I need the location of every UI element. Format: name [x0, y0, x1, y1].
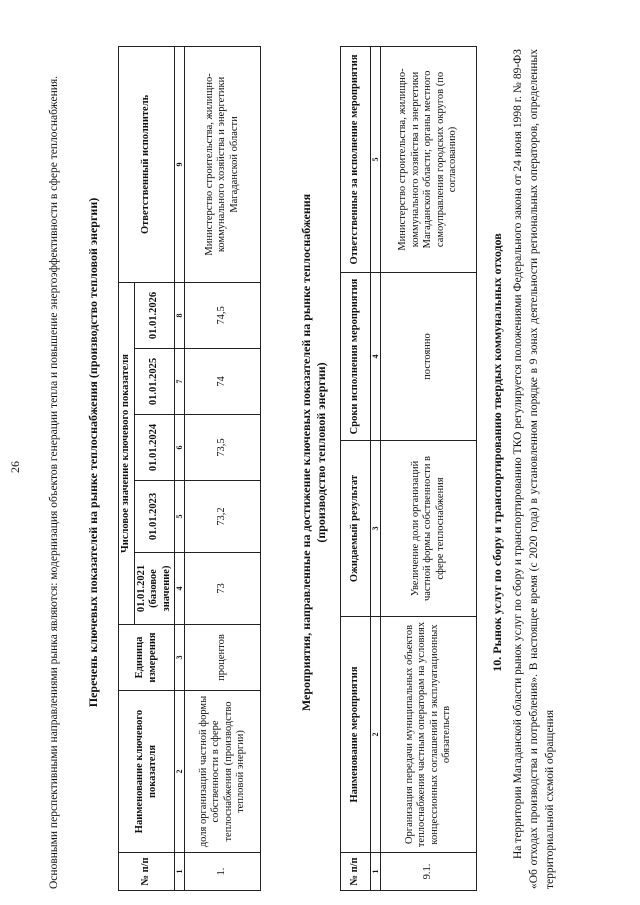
col-number: 3	[371, 441, 381, 617]
section-10-heading: 10. Рынок услуг по сбору и транспортированию твердых коммунальных отходов	[490, 233, 504, 672]
section-10-body	[510, 49, 558, 889]
col-number: 4	[175, 553, 185, 625]
header-values-group: Числовое значение ключевого показателя	[119, 282, 135, 624]
row-indicator-name: доля организаций частной формы собственности в сфере теплоснабжения (производство тепловой энергии)	[185, 691, 261, 853]
table-row	[381, 47, 477, 891]
row-executor: Министерство строительства, жилищно-коммунального хозяйства и энергетики Магаданской области	[185, 46, 261, 282]
row-value-2025: 74	[185, 349, 261, 415]
column-number-row	[175, 46, 185, 890]
row-expected-result: Увеличение доли организаций частной формы собственности в сфере теплоснабжения	[381, 441, 477, 617]
table1-title: Перечень ключевых показателей на рынке теплоснабжения (производство тепловой энергии)	[86, 197, 100, 708]
header-responsible: Ответственные за исполнение мероприятия	[341, 47, 371, 273]
row-value-2023: 73,2	[185, 481, 261, 553]
header-y2024: 01.01.2024	[134, 415, 175, 481]
col-number: 1	[371, 853, 381, 891]
col-number: 7	[175, 349, 185, 415]
row-num: 1.	[185, 853, 261, 891]
header-y2021: 01.01.2021 (базовое значение)	[134, 553, 175, 625]
row-num: 9.1.	[381, 853, 477, 891]
header-expected-result: Ожидаемый результат	[341, 441, 371, 617]
table-row	[185, 46, 261, 890]
table2-title-line1: Мероприятия, направленные на достижение ключевых показателей на рынке теплоснабжения	[299, 193, 313, 712]
col-number: 3	[175, 625, 185, 691]
col-number: 9	[175, 46, 185, 282]
header-deadline: Сроки исполнения мероприятия	[341, 273, 371, 441]
row-value-2026: 74,5	[185, 282, 261, 348]
col-number: 6	[175, 415, 185, 481]
page-number: 26	[8, 461, 22, 473]
row-responsible: Министерство строительства, жилищно-коммунального хозяйства и энергетики Магаданской области; органы местного самоуправления городских округов (по согласованию)	[381, 47, 477, 273]
col-number: 4	[371, 273, 381, 441]
header-num: № п/п	[341, 853, 371, 891]
header-y2025: 01.01.2025	[134, 349, 175, 415]
col-number: 8	[175, 282, 185, 348]
header-executor: Ответственный исполнитель	[119, 46, 175, 282]
col-number: 5	[371, 47, 381, 273]
intro-paragraph: Основными перспективными направлениями рынка являются: модернизация объектов генерации тепла и повышение энергоэффективности в сфере теплоснабжения.	[48, 75, 60, 889]
col-number: 2	[371, 617, 381, 853]
col-number: 5	[175, 481, 185, 553]
column-number-row	[371, 47, 381, 891]
header-y2026: 01.01.2026	[134, 282, 175, 348]
col-number: 2	[175, 691, 185, 853]
table2-title	[299, 0, 329, 905]
header-indicator-name: Наименование ключевого показателя	[119, 691, 175, 853]
table2-title-line2: (производство тепловой энергии)	[314, 362, 328, 543]
row-measure-name: Организация передачи муниципальных объектов теплоснабжения частным операторам на условиях концессионных соглашений и эксплуатационных обязательств	[381, 617, 477, 853]
header-num: № п/п	[119, 853, 175, 891]
key-indicators-table	[118, 46, 261, 891]
header-measure-name: Наименование мероприятия	[341, 617, 371, 853]
measures-table	[340, 46, 477, 891]
section-10-paragraph: На территории Магаданской области рынок услуг по сбору и транспортированию ТКО регулируется положениями Федерального закона от 24 июня 1998 г. № 89-ФЗ «Об отходах производства и потребления». В настоящее время (с 2020 года) в установленном порядке в 9 зонах деятельности региональных операторов, определенных территориальной схемой обращения	[512, 49, 556, 889]
row-value-2021: 73	[185, 553, 261, 625]
row-unit: процентов	[185, 625, 261, 691]
header-unit: Единица измерения	[119, 625, 175, 691]
row-value-2024: 73,5	[185, 415, 261, 481]
header-y2023: 01.01.2023	[134, 481, 175, 553]
col-number: 1	[175, 853, 185, 891]
row-deadline: постоянно	[381, 273, 477, 441]
